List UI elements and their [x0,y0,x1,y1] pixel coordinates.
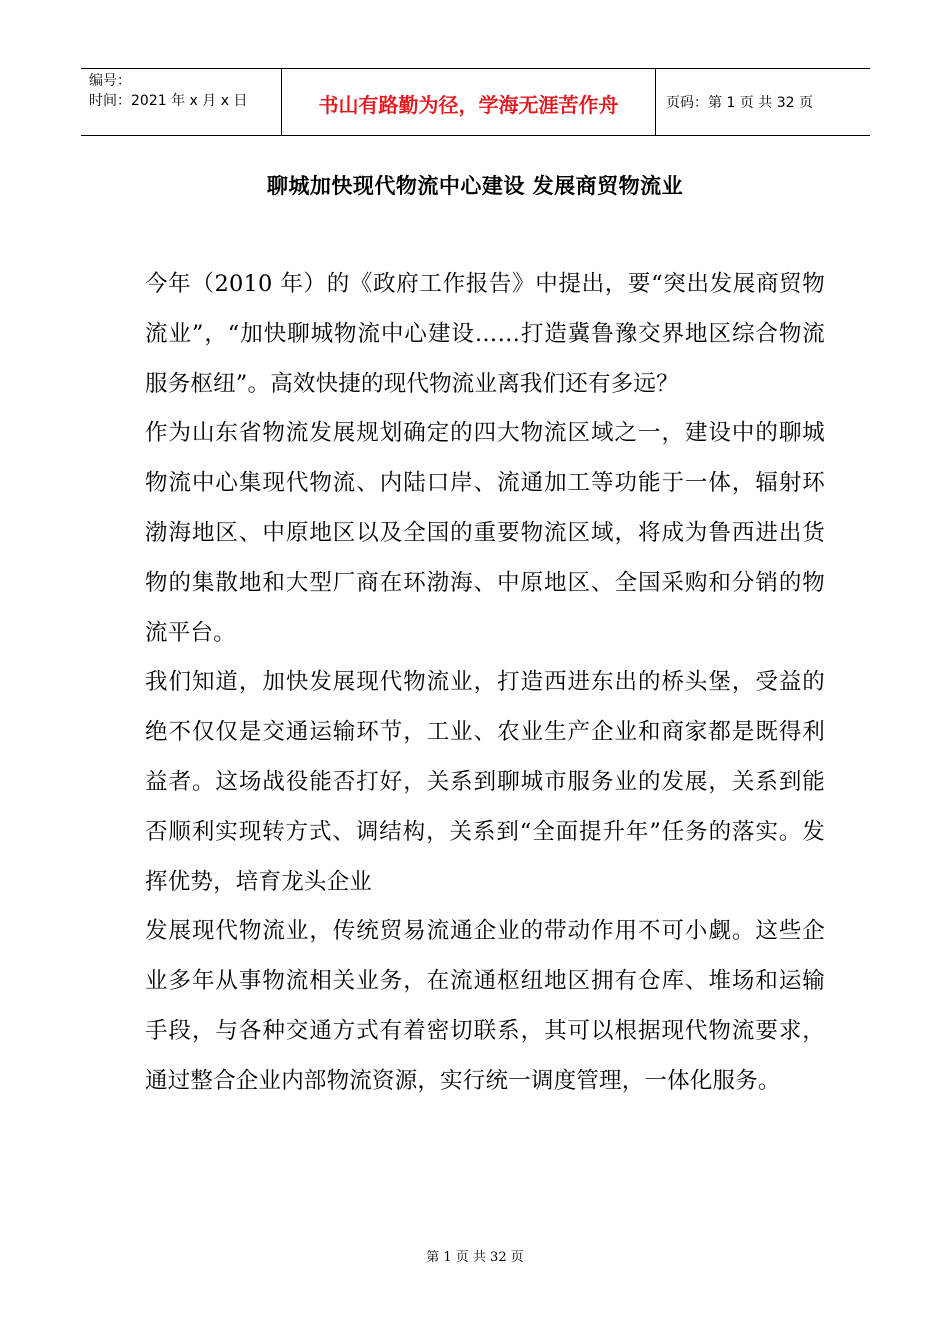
time-label: 时间：2021 年 x 月 x 日 [89,93,248,109]
header-page-code: 页码：第 1 页 共 32 页 [666,95,813,111]
paragraph: 发展现代物流业，传统贸易流通企业的带动作用不可小觑。这些企业多年从事物流相关业务，在流通枢纽地区拥有仓库、堆场和运输手段，与各种交通方式有着密切联系，其可以根据现代物流要求，通过整合企业内部物流资源，实行统一调度管理，一体化服务。 [145,918,825,1094]
page-footer: 第 1 页 共 32 页 [426,1250,524,1265]
paragraph: 我们知道，加快发展现代物流业，打造西进东出的桥头堡，受益的绝不仅仅是交通运输环节，工业、农业生产企业和商家都是既得利益者。这场战役能否打好，关系到聊城市服务业的发展，关系到能否顺利实现转方式、调结构，关系到“全面提升年”任务的落实。发挥优势，培育龙头企业 [145,669,825,895]
number-label: 编号： [89,73,131,89]
header-table [81,68,870,136]
document-title: 聊城加快现代物流中心建设 发展商贸物流业 [266,174,684,198]
header-left-cell [81,69,282,135]
document-body [145,260,825,1107]
paragraph: 今年（2010 年）的《政府工作报告》中提出，要“突出发展商贸物流业”，“加快聊城物流中心建设……打造冀鲁豫交界地区综合物流服务枢纽”。高效快捷的现代物流业离我们还有多远？ [145,271,825,397]
paragraph: 作为山东省物流发展规划确定的四大物流区域之一，建设中的聊城物流中心集现代物流、内陆口岸、流通加工等功能于一体，辐射环渤海地区、中原地区以及全国的重要物流区域，将成为鲁西进出货物的集散地和大型厂商在环渤海、中原地区、全国采购和分销的物流平台。 [145,420,825,646]
header-motto: 书山有路勤为径，学海无涯苦作舟 [282,69,656,135]
